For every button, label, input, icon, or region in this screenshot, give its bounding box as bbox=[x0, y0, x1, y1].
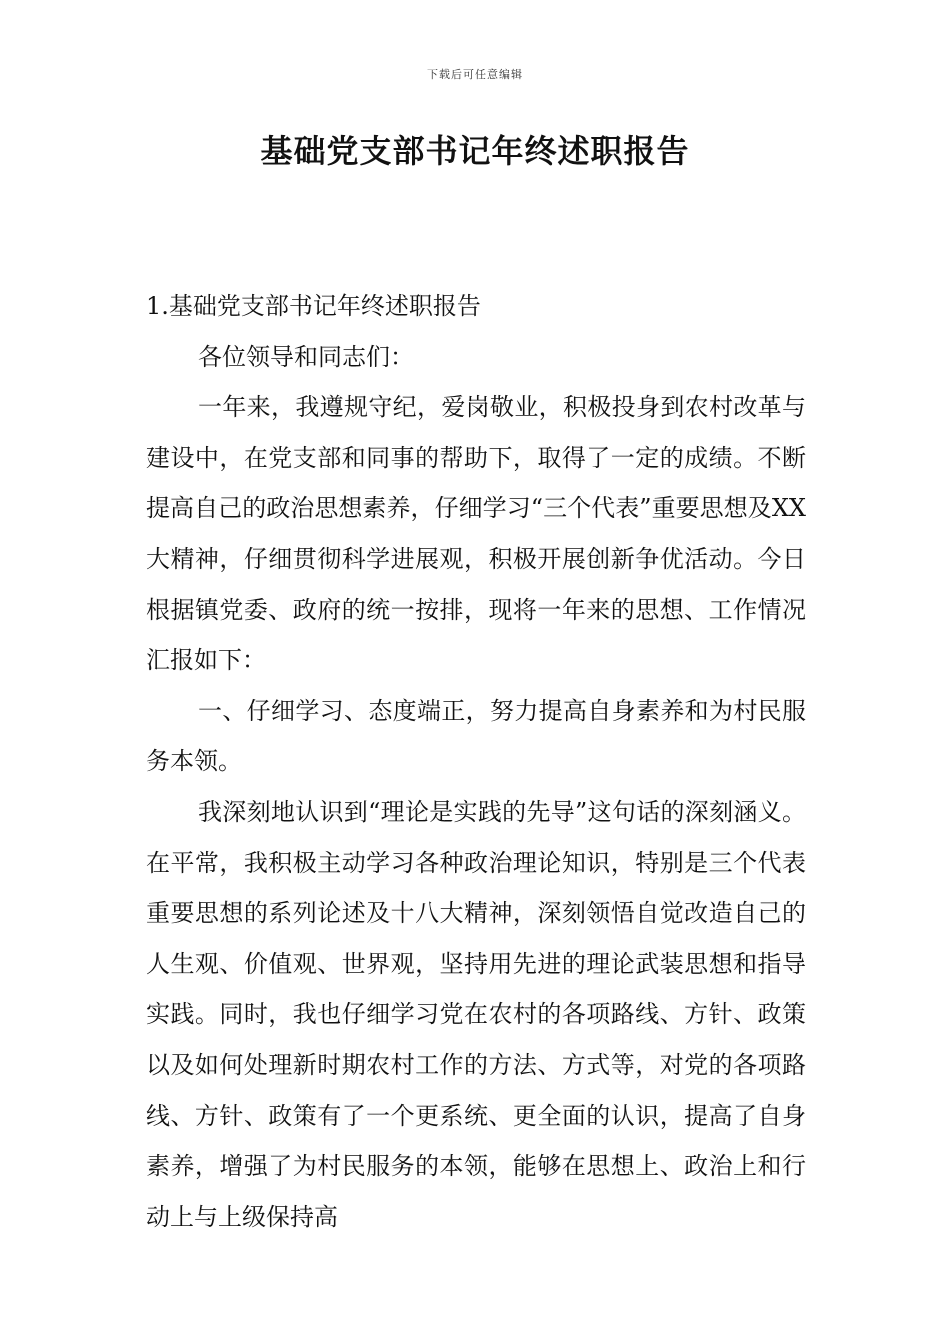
header-note: 下载后可任意编辑 bbox=[427, 68, 523, 81]
section-heading: 1.基础党支部书记年终述职报告 bbox=[146, 292, 481, 320]
paragraph: 我深刻地认识到“理论是实践的先导”这句话的深刻涵义。在平常，我积极主动学习各种政治理论知识，特别是三个代表重要思想的系列论述及十八大精神，深刻领悟自觉改造自己的人生观、价值观、世界观，坚持用先进的理论武装思想和指导实践。同时，我也仔细学习党在农村的各项路线、方针、政策以及如何处理新时期农村工作的方法、方式等，对党的各项路线、方针、政策有了一个更系统、更全面的认识，提高了自身素养，增强了为村民服务的本领，能够在思想上、政治上和行动上与上级保持高 bbox=[146, 797, 806, 1231]
document-title: 基础党支部书记年终述职报告 bbox=[260, 132, 690, 170]
salutation: 各位领导和同志们： bbox=[198, 342, 414, 371]
paragraph: 一、仔细学习、态度端正，努力提高自身素养和为村民服务本领。 bbox=[146, 696, 806, 776]
document-body bbox=[146, 281, 806, 1242]
paragraph: 一年来，我遵规守纪，爱岗敬业，积极投身到农村改革与建设中，在党支部和同事的帮助下，取得了一定的成绩。不断提高自己的政治思想素养，仔细学习“三个代表”重要思想及XX大精神，仔细贯彻科学进展观，积极开展创新争优活动。今日根据镇党委、政府的统一按排，现将一年来的思想、工作情况汇报如下： bbox=[146, 393, 806, 675]
